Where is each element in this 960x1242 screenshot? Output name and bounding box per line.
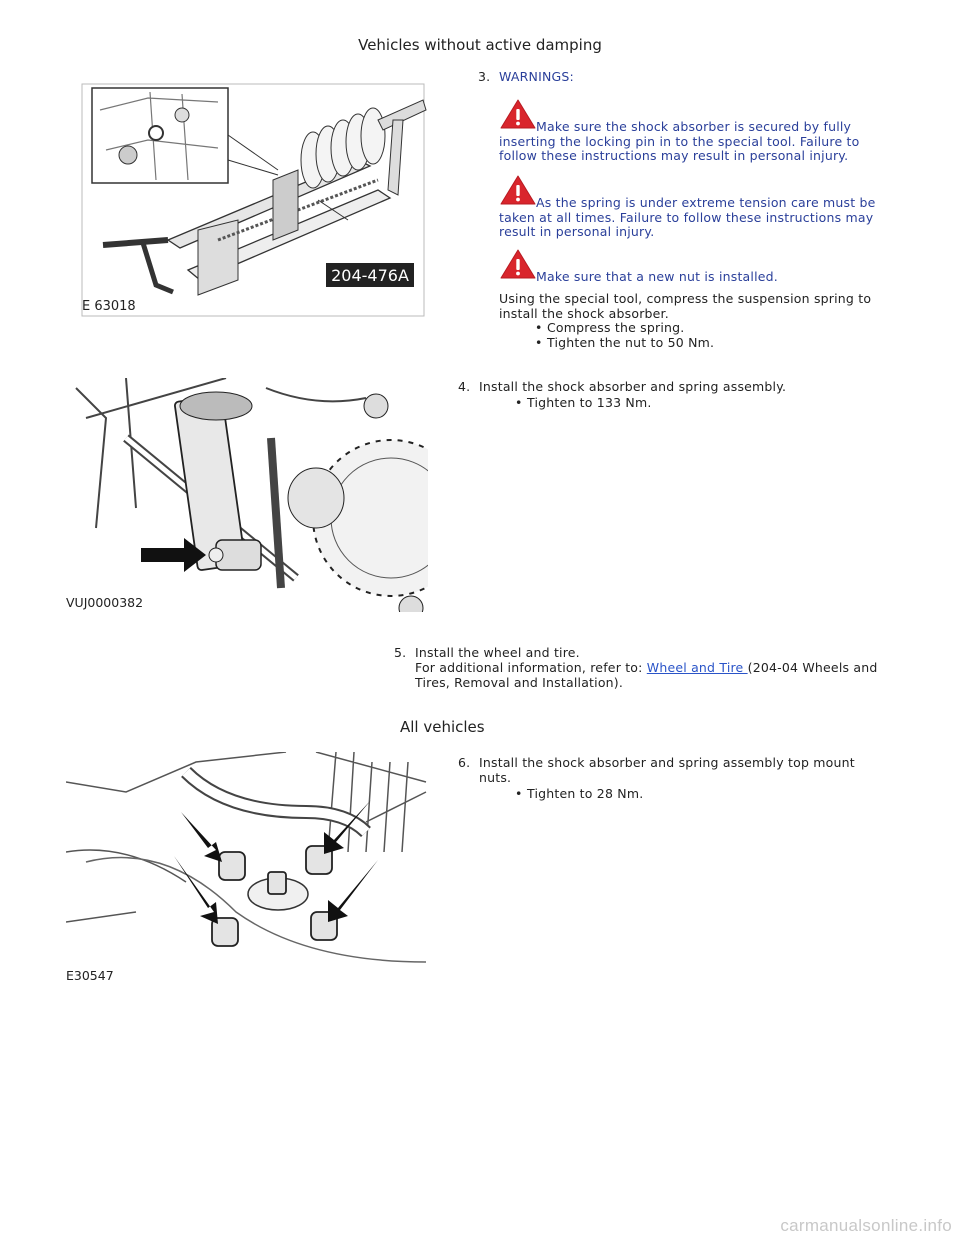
warning-2 [499,174,889,240]
warning-text: Make sure that a new nut is installed. [536,269,778,284]
bullet-item: • Tighten to 133 Nm. [527,396,652,411]
warning-triangle-icon [499,248,537,280]
step-3 [478,70,898,360]
figure-top-mount-nuts [66,752,428,984]
step-6 [458,756,888,806]
watermark: carmanualsonline.info [780,1216,952,1235]
figure-spring-compressor-tool [78,80,428,320]
warning-text: Make sure the shock absorber is secured by fully inserting the locking pin in to the special tool. Failure to follow these instructions may result in personal injury. [499,119,860,163]
step-instruction: Install the wheel and tire. [415,645,580,660]
cross-reference [415,661,885,690]
warning-triangle-icon [499,98,537,130]
warnings-label: WARNINGS: [499,69,574,84]
warning-1 [499,98,889,164]
wheel-and-tire-link[interactable]: Wheel and Tire [646,660,748,675]
bullet-item: • Tighten to 28 Nm. [527,787,643,802]
warning-3 [499,248,889,285]
step-number: 4. [458,379,471,394]
section-heading-all-vehicles: All vehicles [400,718,485,736]
figure-code: E30547 [66,968,114,983]
section-heading-without-active-damping: Vehicles without active damping [358,36,602,54]
step-4 [458,380,888,420]
figure-code: VUJ0000382 [66,595,144,610]
step-instruction: Install the shock absorber and spring assembly. [479,379,787,394]
bullet-item: • Tighten the nut to 50 Nm. [547,336,714,351]
reference-suffix: (204-04 Wheels and Tires, Removal and Installation). [415,660,878,690]
step-instruction: Using the special tool, compress the suspension spring to install the shock absorber. [499,291,872,321]
step-number: 6. [458,755,471,770]
warning-triangle-icon [499,174,537,206]
step-instruction: Install the shock absorber and spring assembly top mount nuts. [479,755,855,785]
figure-code: E 63018 [82,299,136,314]
tool-number-label: 204-476A [331,266,409,285]
warning-text: As the spring is under extreme tension care must be taken at all times. Failure to follow these instructions may result in personal injury. [499,195,876,239]
step-number: 3. [478,69,491,84]
figure-shock-absorber-install [66,378,428,612]
step-number: 5. [394,645,407,660]
reference-prefix: For additional information, refer to: [415,660,643,675]
bullet-item: • Compress the spring. [547,321,684,336]
step-5 [394,646,894,692]
